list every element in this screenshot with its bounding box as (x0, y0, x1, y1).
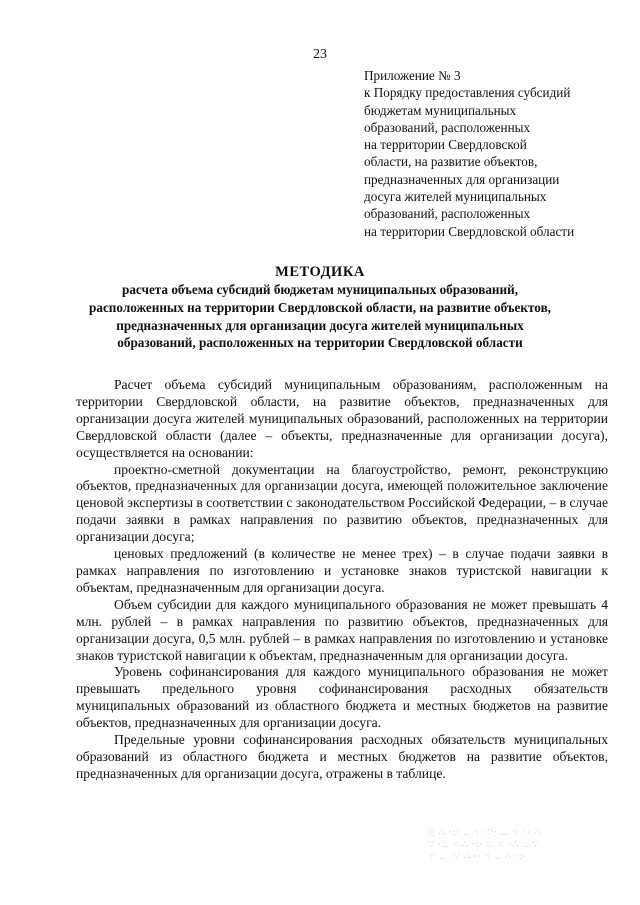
annex-block (364, 67, 614, 240)
subtitle-line: расчета объема субсидий бюджетам муниципальных образований, (121, 282, 519, 297)
paragraph: Предельные уровни софинансирования расходных обязательств муниципальных образований из областного бюджета и местных бюджетов на развитие объектов, предназначенных для организации досуга, отражены в таблице. (76, 732, 608, 781)
paragraph: Расчет объема субсидий муниципальным образованиям, расположенным на территории Свердловской области, на развитие объектов, предназначенных для организации досуга жителей муниципальных образований, расположенных на территории Свердловской области (далее – объекты, предназначенные для организации досуга), осуществляется на основании: (76, 377, 608, 460)
document-subtitle (0, 281, 640, 352)
annex-line: Приложение № 3 (364, 68, 461, 83)
paragraph: ценовых предложений (в количестве не менее трех) – в случае подачи заявки в рамках направления по изготовлению и установке знаков туристской навигации к объектам, предназначенным для организации досуга. (76, 546, 608, 595)
page-number: 23 (313, 47, 327, 62)
annex-line: области, на развитие объектов, (364, 154, 538, 170)
paragraph: Уровень софинансирования для каждого муниципального образования не может превышать предельного уровня софинансирования расходных обязательств муниципальных образований из областного бюджета и местных бюджетов на развитие объектов, предназначенных для организации досуга. (76, 664, 608, 731)
annex-line: образований, расположенных (364, 206, 531, 222)
annex-line: на территории Свердловской области (364, 223, 575, 239)
subtitle-line: расположенных на территории Свердловской области, на развитие объектов, (89, 299, 551, 315)
annex-line: к Порядку предоставления субсидий (364, 85, 571, 101)
subtitle-line: предназначенных для организации досуга жителей муниципальных (116, 317, 524, 333)
annex-line: образований, расположенных (364, 119, 531, 135)
paragraph: проектно-сметной документации на благоустройство, ремонт, реконструкцию объектов, предназначенных для организации досуга, имеющей положительное заключение ценовой экспертизы в соответствии с законодательством Российской Федерации, – в случае подачи заявки в рамках направления по развитию объектов, предназначенных для организации досуга; (76, 461, 608, 545)
faded-stamp-marks: ░ ∴ ·:· ‥ ⁖ ·∵· ‥ ⁘ ·· ∴ ∵ ·‥ ⁖ ∴ ·:· ‥ ⁙ ·∴ ‥ ∵ ⁘ ‥ ·∵ ∴ ·· ⁖ ‥ ∴ ·:· (428, 827, 542, 861)
body-text (76, 377, 608, 783)
document-heading (0, 263, 640, 352)
document-title: МЕТОДИКА (275, 264, 365, 280)
subtitle-line: образований, расположенных на территории Свердловской области (117, 335, 523, 351)
paragraph: Объем субсидии для каждого муниципального образования не может превышать 4 млн. рублей – в рамках направления по развитию объектов, предназначенных для организации досуга, 0,5 млн. рублей – в рамках направления по изготовлению и установке знаков туристской навигации к объектам, предназначенным для организации досуга. (76, 596, 608, 663)
annex-line: предназначенных для организации (364, 171, 560, 187)
annex-line: на территории Свердловской (364, 137, 527, 153)
annex-line: бюджетам муниципальных (364, 102, 517, 118)
annex-line: досуга жителей муниципальных (364, 189, 547, 205)
